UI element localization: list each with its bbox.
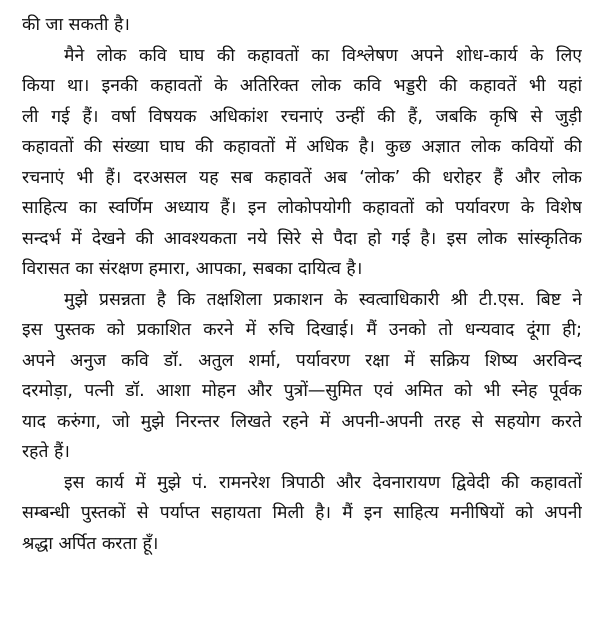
text-line: मैने लोक कवि घाघ की कहावतों का विश्लेषण अपने शोध-कार्य के लिए [64, 45, 582, 66]
text-line: ली गई हैं। वर्षा विषयक अधिकांश रचनाएं उन्हीं की हैं, जबकि कृषि से जुड़ी [22, 106, 582, 127]
text-line: रचनाएं भी हैं। दरअसल यह सब कहावतें अब ‘लोक’ की धरोहर हैं और लोक [22, 167, 582, 188]
text-line: की जा सकती है। [22, 15, 130, 35]
paragraph-ghagh-analysis [22, 41, 582, 285]
text-line: साहित्य का स्वर्णिम अध्याय हैं। इन लोकोपयोगी कहावतों को पर्यावरण के विशेष [22, 198, 582, 218]
paragraph-continuation [22, 10, 582, 41]
text-line: किया था। इनकी कहावतों के अतिरिक्त लोक कवि भड्डरी की कहावतें भी यहां [22, 76, 582, 96]
text-line: इस कार्य में मुझे पं. रामनरेश त्रिपाठी और देवनारायण द्विवेदी की कहावतों [64, 472, 582, 493]
text-line: कहावतों की संख्या घाघ की कहावतों में अधिक है। कुछ अज्ञात लोक कवियों की [22, 137, 582, 157]
text-line: मुझे प्रसन्नता है कि तक्षशिला प्रकाशन के स्वत्वाधिकारी श्री टी.एस. बिष्ट ने [64, 289, 582, 310]
text-line: सन्दर्भ में देखने की आवश्यकता नये सिरे से पैदा हो गई है। इस लोक सांस्कृतिक [22, 228, 582, 249]
text-line: रहते हैं। [22, 442, 70, 462]
text-line: विरासत का संरक्षण हमारा, आपका, सबका दायित्व है। [22, 259, 363, 279]
text-line: सम्बन्धी पुस्तकों से पर्याप्त सहायता मिली है। मैं इन साहित्य मनीषियों को अपनी [22, 503, 582, 523]
document-page [22, 10, 582, 559]
paragraph-acknowledgements [22, 285, 582, 468]
text-line: इस पुस्तक को प्रकाशित करने में रुचि दिखाई। मैं उनको तो धन्यवाद दूंगा ही; [22, 320, 582, 340]
text-line: श्रद्धा अर्पित करता हूँ। [22, 533, 159, 554]
text-line: याद करुंगा, जो मुझे निरन्तर लिखते रहने में अपनी-अपनी तरह से सहयोग करते [22, 411, 582, 432]
text-line: दरमोड़ा, पत्नी डॉ. आशा मोहन और पुत्रों—सुमित एवं अमित को भी स्नेह पूर्वक [22, 381, 582, 401]
paragraph-references [22, 468, 582, 560]
text-line: अपने अनुज कवि डॉ. अतुल शर्मा, पर्यावरण रक्षा में सक्रिय शिष्य अरविन्द [22, 350, 582, 371]
